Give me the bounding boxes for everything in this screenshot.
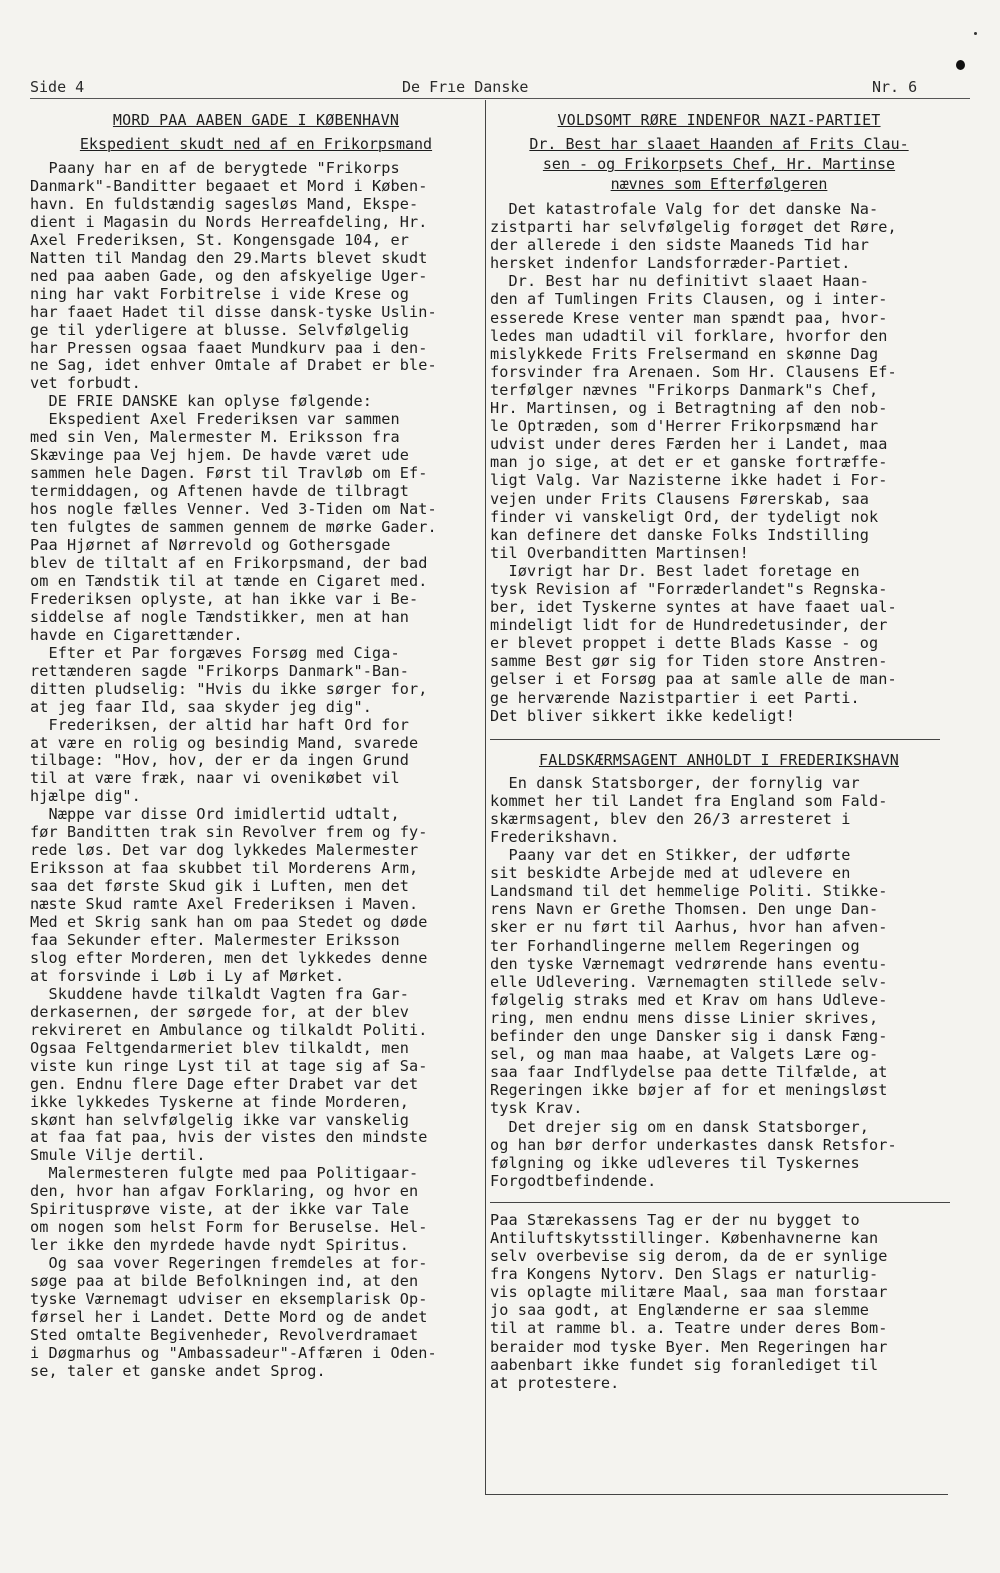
text-line: ne Sag, idet enhver Omtale af Drabet er ble- [30, 356, 437, 375]
text-line: Skuddene havde tilkaldt Vagten fra Gar- [30, 984, 409, 1003]
issue-number: Nr. 6 [872, 78, 918, 96]
text-line: Ekspedient Axel Frederiksen var sammen [30, 410, 400, 429]
murder-headline: MORD PAA AABEN GADE I KØBENHAVN [112, 111, 400, 129]
text-line: mindeligt lidt for de Hundredetusinder, der [490, 616, 888, 635]
text-line: Efter et Par forgæves Forsøg med Ciga- [30, 643, 400, 662]
text-line: søge paa at bilde Befolkningen ind, at den [30, 1272, 419, 1291]
text-line: vis oplagte militære Maal, saa man forstaar [490, 1283, 888, 1302]
text-line: saa faar Indflydelse paa dette Tilfælde, at [490, 1063, 888, 1082]
text-line: aabenbart ikke fundet sig foranlediget til [490, 1355, 879, 1374]
text-line: og han bør derfor underkastes dansk Retsfor- [490, 1135, 897, 1154]
text-line: den, hvor han afgav Forklaring, og hvor en [30, 1182, 419, 1201]
text-line: esserede Krese venter man spændt paa, hvor- [490, 308, 888, 327]
text-line: Dr. Best har nu definitivt slaaet Haan- [490, 272, 869, 291]
text-line: zistparti har selvfølgelig forøget det Røre, [490, 218, 897, 237]
shelters-article-body [490, 1211, 948, 1392]
text-line: ligt Valg. Var Nazisterne ikke hadet i For- [490, 471, 888, 490]
left-column [30, 100, 482, 1381]
text-line: Det drejer sig om en dansk Statsborger, [490, 1117, 869, 1136]
text-line: slog efter Morderen, men det lykkedes denne [30, 948, 428, 967]
text-line: se, taler et ganske andet Sprog. [30, 1361, 326, 1380]
text-line: ledes man udadtil vil forklare, hvorfor den [490, 326, 888, 345]
bottom-rule [486, 1494, 948, 1495]
right-column [490, 100, 948, 1392]
text-line: beraider mod tyske Byer. Men Regeringen har [490, 1337, 888, 1356]
text-line: gelser i et Forsøg paa at samle alle de man- [490, 670, 897, 689]
text-line: Ogsaa Feltgendarmeriet blev tilkaldt, men [30, 1038, 409, 1057]
nazi-subhead [490, 134, 948, 194]
text-line: Paa Stærekassens Tag er der nu bygget to [490, 1210, 860, 1229]
nazi-subhead-line: nævnes som Efterfølgeren [610, 175, 828, 193]
text-line: udvist under deres Færden her i Landet, maa [490, 435, 888, 454]
text-line: med sin Ven, Malermester M. Eriksson fra [30, 428, 400, 447]
text-line: Frederiksen oplyste, at han ikke var i Be- [30, 589, 419, 608]
murder-article-body [30, 160, 482, 1381]
text-line: Paany var det en Stikker, der udførte [490, 846, 851, 865]
text-line: sker er nu ført til Aarhus, hvor han afven- [490, 918, 888, 937]
text-line: forsvinder fra Arenaen. Som Hr. Clausens Ef- [490, 362, 897, 381]
text-line: til at ramme bl. a. Teatre under deres Bom- [490, 1319, 888, 1338]
text-line: En dansk Statsborger, der fornylig var [490, 773, 860, 792]
column-divider [485, 100, 486, 1495]
text-line: terfølger nævnes "Frikorps Danmark"s Chef, [490, 380, 879, 399]
text-line: tysk Revision af "Forræderlandet"s Regnska- [490, 579, 888, 598]
text-line: ten fulgtes de sammen gennem de mørke Gader. [30, 518, 437, 537]
text-line: viste kun ringe Lyst til at tage sig af Sa- [30, 1056, 428, 1075]
article-separator [490, 739, 940, 740]
text-line: til at være fræk, naar vi ovenikøbet vil [30, 769, 400, 788]
text-line: jo saa godt, at Englænderne er saa slemme [490, 1301, 869, 1320]
text-line: der allerede i den sidste Maaneds Tid har [490, 236, 869, 255]
text-line: Antiluftskytsstillinger. Københavnerne kan [490, 1228, 879, 1247]
text-line: om nogen som helst Form for Beruselse. Hel- [30, 1218, 428, 1237]
text-line: næste Skud ramte Axel Frederiksen i Maven. [30, 895, 419, 914]
text-line: førsel her i Landet. Dette Mord og de andet [30, 1308, 428, 1326]
text-line: at forsvinde i Løb i Ly af Mørket. [30, 966, 345, 985]
text-line: følgning og ikke udleveres til Tyskernes [490, 1153, 860, 1172]
text-line: Natten til Mandag den 29.Marts blevet skudt [30, 248, 428, 267]
text-line: dient i Magasin du Nords Herreafdeling, Hr. [30, 212, 428, 231]
text-line: ge til yderligere at blusse. Selvfølgelig [30, 320, 409, 339]
text-line: at protestere. [490, 1373, 620, 1392]
text-line: Iøvrigt har Dr. Best ladet foretage en [490, 561, 860, 580]
page-number: Side 4 [30, 78, 85, 96]
masthead-title: De Frıe Danske [402, 78, 529, 96]
text-line: hjælpe dig". [30, 787, 141, 806]
text-line: at jeg faar Ild, saa skyder jeg dig". [30, 697, 373, 716]
text-line: om en Tændstik til at tænde en Cigaret med. [30, 571, 428, 590]
header-rule [30, 98, 970, 99]
text-line: ring, men endnu mens disse Linier skrives, [490, 1008, 879, 1027]
text-line: Regeringen ikke bøjer af for et meningsløst [490, 1081, 888, 1100]
text-line: Malermesteren fulgte med paa Politigaar- [30, 1164, 419, 1183]
text-line: faa Sekunder efter. Malermester Eriksson [30, 930, 400, 949]
text-line: følgelig straks med et Krav om hans Udleve- [490, 990, 888, 1009]
parachute-headline: FALDSKÆRMSAGENT ANHOLDT I FREDERIKSHAVN [539, 750, 899, 769]
text-line: tyske Værnemagt udviser en eksemplarisk Op- [30, 1290, 428, 1309]
article-separator [490, 1202, 950, 1203]
text-line: sit beskidte Arbejde med at udlevere en [490, 864, 851, 883]
text-line: ned paa aaben Gade, og den afskyelige Uger- [30, 266, 428, 285]
text-line: havde en Cigarettænder. [30, 625, 243, 644]
text-line: før Banditten trak sin Revolver frem og fy- [30, 823, 428, 842]
text-line: vet forbudt. [30, 374, 141, 393]
text-line: rekvireret en Ambulance og tilkaldt Politi. [30, 1020, 428, 1039]
text-line: skærmsagent, blev den 26/3 arresteret i [490, 809, 851, 828]
text-line: tysk Krav. [490, 1099, 583, 1118]
text-line: befinder den unge Dansker sig i dansk Fæng- [490, 1027, 888, 1046]
text-line: Forgodtbefindende. [490, 1171, 657, 1190]
text-line: ditten pludselig: "Hvis du ikke sørger for, [30, 679, 428, 698]
text-line: ikke lykkedes Tyskerne at finde Morderen, [30, 1092, 409, 1111]
text-line: ber, idet Tyskerne syntes at have faaet ual- [490, 598, 897, 617]
text-line: rettænderen sagde "Frikorps Danmark"-Ban- [30, 661, 409, 680]
text-line: samme Best gør sig for Tiden store Anstren- [490, 652, 888, 671]
text-line: ler ikke den myrdede havde nydt Spiritus. [30, 1236, 409, 1255]
text-line: Det katastrofale Valg for det danske Na- [490, 200, 879, 218]
text-line: DE FRIE DANSKE kan oplyse følgende: [30, 392, 373, 411]
text-line: siddelse af nogle Tændstikker, men at han [30, 607, 409, 626]
text-line: sel, og man maa haabe, at Valgets Lære og- [490, 1045, 879, 1064]
nazi-subhead-line: Dr. Best har slaaet Haanden af Frits Clau- [529, 135, 909, 153]
text-line: fra Kongens Nytorv. Den Slags er naturlig- [490, 1265, 879, 1284]
ink-speck [974, 32, 977, 35]
text-line: at være en rolig og besindig Mand, svarede [30, 733, 419, 752]
murder-subhead: Ekspedient skudt ned af en Frikorpsmand [79, 135, 433, 153]
text-line: saa det første Skud gik i Luften, men det [30, 877, 409, 896]
text-line: elle Udlevering. Værnemagten stillede selv- [490, 972, 888, 991]
text-line: Danmark"-Banditter begaaet et Mord i Køben- [30, 176, 428, 195]
text-line: Frederikshavn. [490, 828, 620, 846]
text-line: hersket indenfor Landsforræder-Partiet. [490, 254, 851, 273]
text-line: ge herværende Nazistpartier i eet Parti. [490, 688, 860, 707]
text-line: vejen under Frits Clausens Førerskab, saa [490, 489, 869, 508]
text-line: rens Navn er Grethe Thomsen. Den unge Dan- [490, 900, 879, 919]
text-line: Landsmand til det hemmelige Politi. Stikke- [490, 882, 888, 901]
text-line: Axel Frederiksen, St. Kongensgade 104, er [30, 230, 409, 249]
text-line: i Døgmarhus og "Ambassadeur"-Affæren i Oden- [30, 1343, 437, 1362]
nazi-article-body [490, 200, 948, 725]
text-line: til Overbanditten Martinsen! [490, 543, 749, 562]
text-line: ning har vakt Forbitrelse i vide Krese og [30, 284, 409, 303]
text-line: kan definere det danske Folks Indstilling [490, 525, 869, 544]
nazi-subhead-line: sen - og Frikorpsets Chef, Hr. Martinse [542, 155, 896, 173]
text-line: man jo sige, at det er et ganske fortræffe- [490, 453, 888, 472]
text-line: Det bliver sikkert ikke kedeligt! [490, 706, 796, 725]
nazi-headline: VOLDSOMT RØRE INDENFOR NAZI-PARTIET [557, 111, 881, 129]
text-line: skønt han selvfølgelig ikke var vanskelig [30, 1110, 409, 1129]
text-line: finder vi vanskeligt Ord, der tydeligt nok [490, 507, 879, 526]
text-line: tilbage: "Hov, hov, der er da ingen Grund [30, 751, 409, 770]
text-line: Eriksson at faa skubbet til Morderens Arm, [30, 859, 419, 878]
text-line: Paany har en af de berygtede "Frikorps [30, 159, 400, 177]
text-line: gen. Endnu flere Dage efter Drabet var det [30, 1074, 419, 1093]
text-line: Hr. Martinsen, og i Betragtning af den nob- [490, 399, 888, 418]
text-line: blev de tiltalt af en Frikorpsmand, der bad [30, 553, 428, 572]
ink-blot [956, 60, 965, 70]
text-line: den af Tumlingen Frits Clausen, og i inter- [490, 290, 888, 309]
text-line: termiddagen, og Aftenen havde de tilbragt [30, 482, 409, 501]
text-line: Smule Vilje dertil. [30, 1146, 206, 1165]
text-line: hos nogle fælles Venner. Ved 3-Tiden om Nat- [30, 500, 437, 519]
text-line: ter Forhandlingerne mellem Regeringen og [490, 936, 860, 955]
text-line: mislykkede Frits Frelsermand en skønne Dag [490, 344, 879, 363]
parachute-article-body [490, 774, 948, 1190]
text-line: Frederiksen, der altid har haft Ord for [30, 715, 409, 734]
text-line: at faa fat paa, hvis der vistes den mindste [30, 1128, 428, 1147]
text-line: har faaet Hadet til disse dansk-tyske Uslin- [30, 302, 437, 321]
text-line: havn. En fuldstændig sagesløs Mand, Ekspe- [30, 194, 419, 213]
text-line: den tyske Værnemagt vedrørende hans eventu- [490, 954, 888, 973]
text-line: har Pressen ogsaa faaet Mundkurv paa i den- [30, 338, 428, 357]
text-line: Skævinge paa Vej hjem. De havde været ude [30, 446, 409, 465]
text-line: rede løs. Det var dog lykkedes Malermester [30, 841, 419, 860]
text-line: sammen hele Dagen. Først til Travløb om Ef- [30, 464, 428, 483]
text-line: selv overbevise sig derom, da de er synlige [490, 1247, 888, 1266]
text-line: Med et Skrig sank han om paa Stedet og døde [30, 913, 428, 932]
text-line: Spiritusprøve viste, at der ikke var Tale [30, 1200, 409, 1219]
text-line: Næppe var disse Ord imidlertid udtalt, [30, 805, 400, 824]
text-line: Sted omtalte Begivenheder, Revolverdramaet [30, 1325, 419, 1344]
text-line: le Optræden, som d'Herrer Frikorpsmænd har [490, 417, 879, 436]
text-line: derkasernen, der sørgede for, at der blev [30, 1002, 409, 1021]
text-line: kommet her til Landet fra England som Fald- [490, 791, 888, 810]
text-line: er blevet proppet i dette Blads Kasse - og [490, 634, 879, 653]
text-line: Og saa vover Regeringen fremdeles at for- [30, 1254, 428, 1273]
text-line: Paa Hjørnet af Nørrevold og Gothersgade [30, 536, 391, 555]
